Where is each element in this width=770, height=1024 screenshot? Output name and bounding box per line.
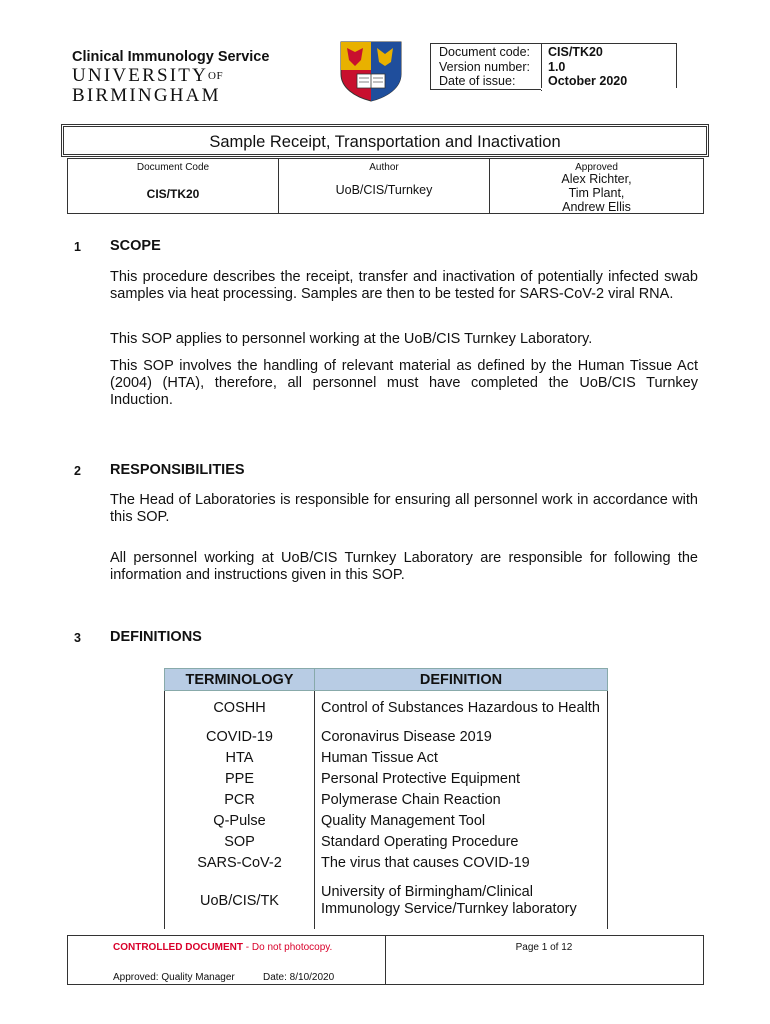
table-row [165, 727, 608, 748]
doc-code-label: Document code: [439, 45, 531, 59]
definition-header: DEFINITION [315, 669, 608, 691]
table-row [165, 691, 608, 727]
document-title: Sample Receipt, Transportation and Inactivation [209, 133, 561, 151]
table-row [165, 874, 608, 929]
section-number: 3 [74, 631, 81, 645]
definition-cell: The virus that causes COVID-19 [315, 853, 608, 874]
controlled-document-label: CONTROLLED DOCUMENT [113, 942, 243, 953]
meta-doc-code-header: Document Code [136, 162, 210, 173]
university-line2: BIRMINGHAM [72, 85, 221, 106]
table-row [165, 832, 608, 853]
page-footer [67, 935, 704, 985]
term-cell: SOP [165, 832, 315, 853]
table-row [165, 790, 608, 811]
meta-approved-header: Approved [575, 162, 618, 173]
doc-info-gap [541, 88, 678, 90]
doc-code-value: CIS/TK20 [548, 45, 603, 59]
term-cell: UoB/CIS/TK [165, 874, 315, 929]
meta-doc-code-value: CIS/TK20 [146, 187, 200, 201]
definition-cell: Personal Protective Equipment [315, 769, 608, 790]
approver-name: Alex Richter, [561, 172, 632, 186]
university-of: OF [208, 70, 224, 82]
no-photocopy-text: - Do not photocopy. [243, 942, 333, 953]
document-info-box [430, 43, 677, 90]
scope-paragraph: This SOP involves the handling of relevant material as defined by the Human Tissue Act (2004) (HTA), therefore, all personnel must have completed the UoB/CIS Turnkey Induction. [110, 358, 698, 408]
date-of-issue-label: Date of issue: [439, 74, 516, 88]
meta-author-value: UoB/CIS/Turnkey [335, 183, 433, 197]
version-value: 1.0 [548, 60, 566, 74]
doc-info-divider [541, 44, 542, 91]
term-cell: PCR [165, 790, 315, 811]
scope-paragraph: This SOP applies to personnel working at the UoB/CIS Turnkey Laboratory. [110, 331, 593, 347]
section-title-responsibilities: RESPONSIBILITIES [110, 462, 245, 478]
definition-cell: Coronavirus Disease 2019 [315, 727, 608, 748]
approver-name: Andrew Ellis [562, 200, 631, 214]
term-cell: COVID-19 [165, 727, 315, 748]
section-title-definitions: DEFINITIONS [110, 629, 202, 645]
meta-approved-value [490, 172, 703, 214]
definition-cell: Human Tissue Act [315, 748, 608, 769]
responsibilities-paragraph: The Head of Laboratories is responsible for ensuring all personnel work in accordance with this SOP. [110, 492, 698, 525]
version-label: Version number: [439, 60, 531, 74]
meta-author-cell [279, 159, 490, 213]
table-row [165, 853, 608, 874]
definition-cell: Quality Management Tool [315, 811, 608, 832]
definition-cell: Standard Operating Procedure [315, 832, 608, 853]
university-logo-text [72, 66, 223, 106]
document-title-box [61, 124, 709, 157]
meta-doc-code-cell [68, 159, 279, 213]
service-name: Clinical Immunology Service [72, 49, 270, 65]
table-row [165, 769, 608, 790]
meta-approved-cell [490, 159, 703, 213]
page-number: Page 1 of 12 [515, 942, 573, 953]
table-row [165, 748, 608, 769]
table-row [165, 811, 608, 832]
term-cell: HTA [165, 748, 315, 769]
university-line1: UNIVERSITY [72, 65, 208, 86]
scope-paragraph: This procedure describes the receipt, transfer and inactivation of potentially infected swab samples via heat processing. Samples are then to be tested for SARS-CoV-2 viral RNA. [110, 269, 698, 302]
university-crest-icon [337, 40, 405, 102]
approval-date: Date: 8/10/2020 [263, 972, 335, 983]
term-cell: Q-Pulse [165, 811, 315, 832]
term-cell: PPE [165, 769, 315, 790]
terminology-header: TERMINOLOGY [165, 669, 315, 691]
definition-cell: Control of Substances Hazardous to Health [315, 691, 608, 727]
definitions-header-row [165, 669, 608, 691]
definition-cell: Polymerase Chain Reaction [315, 790, 608, 811]
section-title-scope: SCOPE [110, 238, 161, 254]
section-number: 2 [74, 464, 81, 478]
definitions-table [164, 668, 608, 929]
document-meta-table [67, 158, 704, 214]
approver-name: Tim Plant, [568, 186, 625, 200]
term-cell: SARS-CoV-2 [165, 853, 315, 874]
definition-cell: University of Birmingham/Clinical Immunology Service/Turnkey laboratory [315, 874, 608, 929]
meta-author-header: Author [369, 162, 399, 173]
approved-by: Approved: Quality Manager [113, 972, 235, 983]
date-of-issue-value: October 2020 [548, 74, 628, 88]
controlled-document-notice [113, 942, 332, 953]
section-number: 1 [74, 240, 81, 254]
responsibilities-paragraph: All personnel working at UoB/CIS Turnkey Laboratory are responsible for following the information and instructions given in this SOP. [110, 550, 698, 583]
term-cell: COSHH [165, 691, 315, 727]
